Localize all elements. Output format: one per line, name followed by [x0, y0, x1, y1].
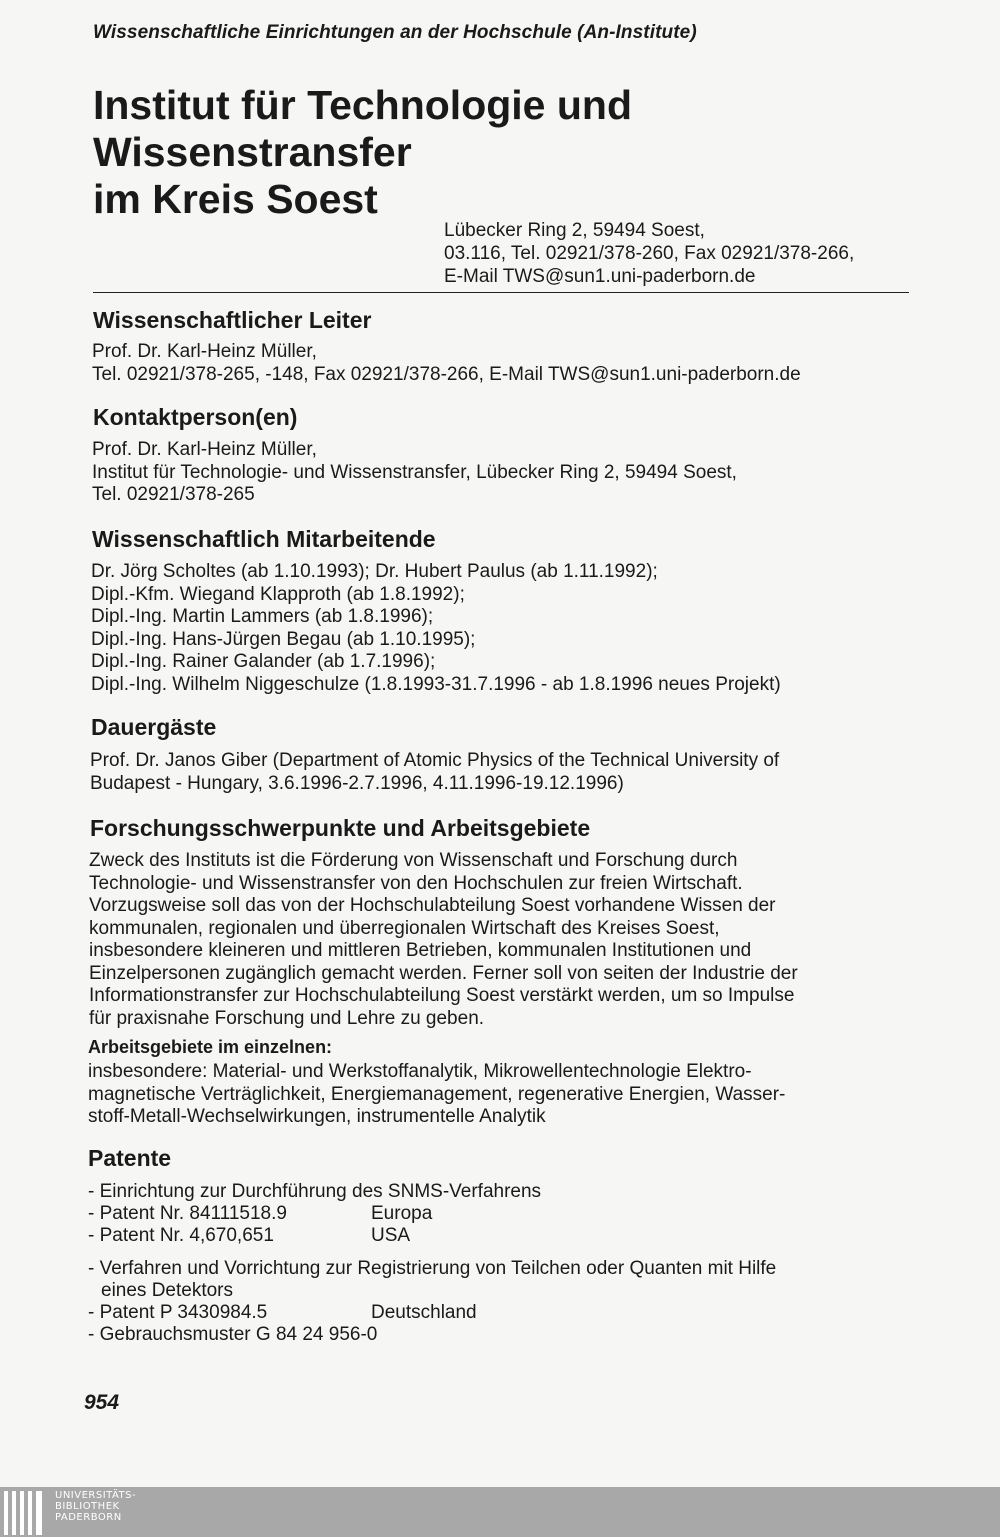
- section-body-mitarbeitende: [91, 561, 781, 696]
- patent-row: [88, 1225, 908, 1247]
- section-body-arbeitsgebiete: [88, 1061, 785, 1129]
- address-line: 03.116, Tel. 02921/378-260, Fax 02921/378-266,: [444, 243, 855, 264]
- text-line: insbesondere: Material- und Werkstoffanalytik, Mikrowellentechnologie Elektro-: [88, 1061, 752, 1082]
- patent-text: eines Detektors: [101, 1280, 234, 1301]
- logo-text-line: BIBLIOTHEK: [55, 1501, 120, 1512]
- text-line: Prof. Dr. Karl-Heinz Müller,: [92, 439, 317, 460]
- logo-text-line: PADERBORN: [55, 1512, 122, 1523]
- patent-text: - Verfahren und Vorrichtung zur Registrierung von Teilchen oder Quanten mit Hilfe: [88, 1258, 777, 1279]
- section-body-leiter: [92, 341, 801, 386]
- section-heading-leiter: Wissenschaftlicher Leiter: [93, 307, 372, 333]
- text-line: Prof. Dr. Janos Giber (Department of Atomic Physics of the Technical University of: [90, 750, 780, 771]
- patent-text: - Gebrauchsmuster G 84 24 956-0: [88, 1324, 378, 1345]
- patent-row: [88, 1302, 908, 1324]
- address-line: Lübecker Ring 2, 59494 Soest,: [444, 220, 705, 241]
- text-line: Zweck des Instituts ist die Förderung von Wissenschaft und Forschung durch: [89, 850, 738, 871]
- section-heading-mitarbeitende: Wissenschaftlich Mitarbeitende: [92, 526, 436, 552]
- patent-text: - Patent Nr. 4,670,651: [88, 1225, 274, 1246]
- text-line: für praxisnahe Forschung und Lehre zu geben.: [89, 1007, 485, 1029]
- section-heading-kontakt: Kontaktperson(en): [93, 404, 298, 430]
- text-line: Institut für Technologie- und Wissenstransfer, Lübecker Ring 2, 59494 Soest,: [92, 461, 737, 483]
- text-line: Prof. Dr. Karl-Heinz Müller,: [92, 341, 317, 362]
- patent-text: - Patent Nr. 84111518.9: [88, 1203, 287, 1224]
- title-line-2: Wissenstransfer: [93, 129, 412, 175]
- text-line: Informationstransfer zur Hochschulabteilung Soest verstärkt werden, um so Impulse: [89, 985, 795, 1006]
- text-line: insbesondere kleineren und mittleren Betrieben, kommunalen Institutionen und: [89, 940, 752, 961]
- section-heading-gaeste: Dauergäste: [91, 714, 217, 740]
- logo-text-line: UNIVERSITÄTS-: [55, 1490, 137, 1501]
- patent-list-2: [88, 1258, 908, 1346]
- text-line: Dipl.-Ing. Hans-Jürgen Begau (ab 1.10.1995);: [91, 628, 476, 650]
- patent-row: [88, 1203, 908, 1225]
- patent-row: [88, 1181, 908, 1203]
- institute-address: [444, 219, 854, 288]
- patent-text: - Patent P 3430984.5: [88, 1302, 268, 1323]
- text-line: Tel. 02921/378-265, -148, Fax 02921/378-266, E-Mail TWS@sun1.uni-paderborn.de: [92, 363, 801, 385]
- library-footer-bar: [0, 1487, 1000, 1537]
- page-number: 954: [84, 1391, 120, 1414]
- title-line-1: Institut für Technologie und: [93, 82, 633, 128]
- section-body-forschung: [89, 850, 798, 1030]
- patent-region: Deutschland: [371, 1302, 477, 1323]
- patent-row: [88, 1280, 908, 1302]
- text-line: Budapest - Hungary, 3.6.1996-2.7.1996, 4.11.1996-19.12.1996): [90, 772, 624, 794]
- patent-list-1: [88, 1181, 908, 1247]
- library-logo-text: [55, 1490, 136, 1523]
- section-heading-forschung: Forschungsschwerpunkte und Arbeitsgebiete: [90, 815, 591, 841]
- patent-text: - Einrichtung zur Durchführung des SNMS-Verfahrens: [88, 1181, 542, 1202]
- patent-row: [88, 1324, 908, 1346]
- patent-region: Europa: [371, 1203, 433, 1224]
- text-line: kommunalen, regionalen und überregionalen Wirtschaft des Kreises Soest,: [89, 917, 720, 939]
- title-line-3: im Kreis Soest: [93, 176, 378, 222]
- text-line: Technologie- und Wissenstransfer von den Hochschulen zur freien Wirtschaft.: [89, 872, 743, 894]
- text-line: stoff-Metall-Wechselwirkungen, instrumentelle Analytik: [88, 1106, 546, 1127]
- text-line: Tel. 02921/378-265: [92, 484, 255, 505]
- text-line: Vorzugsweise soll das von der Hochschulabteilung Soest vorhandene Wissen der: [89, 895, 776, 916]
- text-line: Einzelpersonen zugänglich gemacht werden. Ferner soll von seiten der Industrie der: [89, 962, 798, 984]
- section-body-kontakt: [92, 439, 737, 507]
- page-title: [93, 82, 733, 223]
- text-line: Dipl.-Kfm. Wiegand Klapproth (ab 1.8.1992);: [91, 583, 465, 605]
- text-line: Dipl.-Ing. Martin Lammers (ab 1.8.1996);: [91, 606, 434, 627]
- text-line: Dipl.-Ing. Rainer Galander (ab 1.7.1996);: [91, 651, 436, 672]
- running-header: Wissenschaftliche Einrichtungen an der Hochschule (An-Institute): [93, 22, 697, 43]
- title-divider: [93, 292, 909, 293]
- address-line: E-Mail TWS@sun1.uni-paderborn.de: [444, 266, 756, 287]
- subheading-arbeitsgebiete: Arbeitsgebiete im einzelnen:: [88, 1037, 333, 1057]
- text-line: magnetische Verträglichkeit, Energiemanagement, regenerative Energien, Wasser-: [88, 1083, 786, 1105]
- section-heading-patente: Patente: [88, 1145, 172, 1171]
- patent-region: USA: [371, 1225, 411, 1246]
- patent-row: [88, 1258, 908, 1280]
- text-line: Dr. Jörg Scholtes (ab 1.10.1993); Dr. Hubert Paulus (ab 1.11.1992);: [91, 561, 658, 582]
- section-body-gaeste: [90, 750, 779, 795]
- library-logo-icon: [4, 1491, 48, 1535]
- text-line: Dipl.-Ing. Wilhelm Niggeschulze (1.8.1993-31.7.1996 - ab 1.8.1996 neues Projekt): [91, 673, 781, 695]
